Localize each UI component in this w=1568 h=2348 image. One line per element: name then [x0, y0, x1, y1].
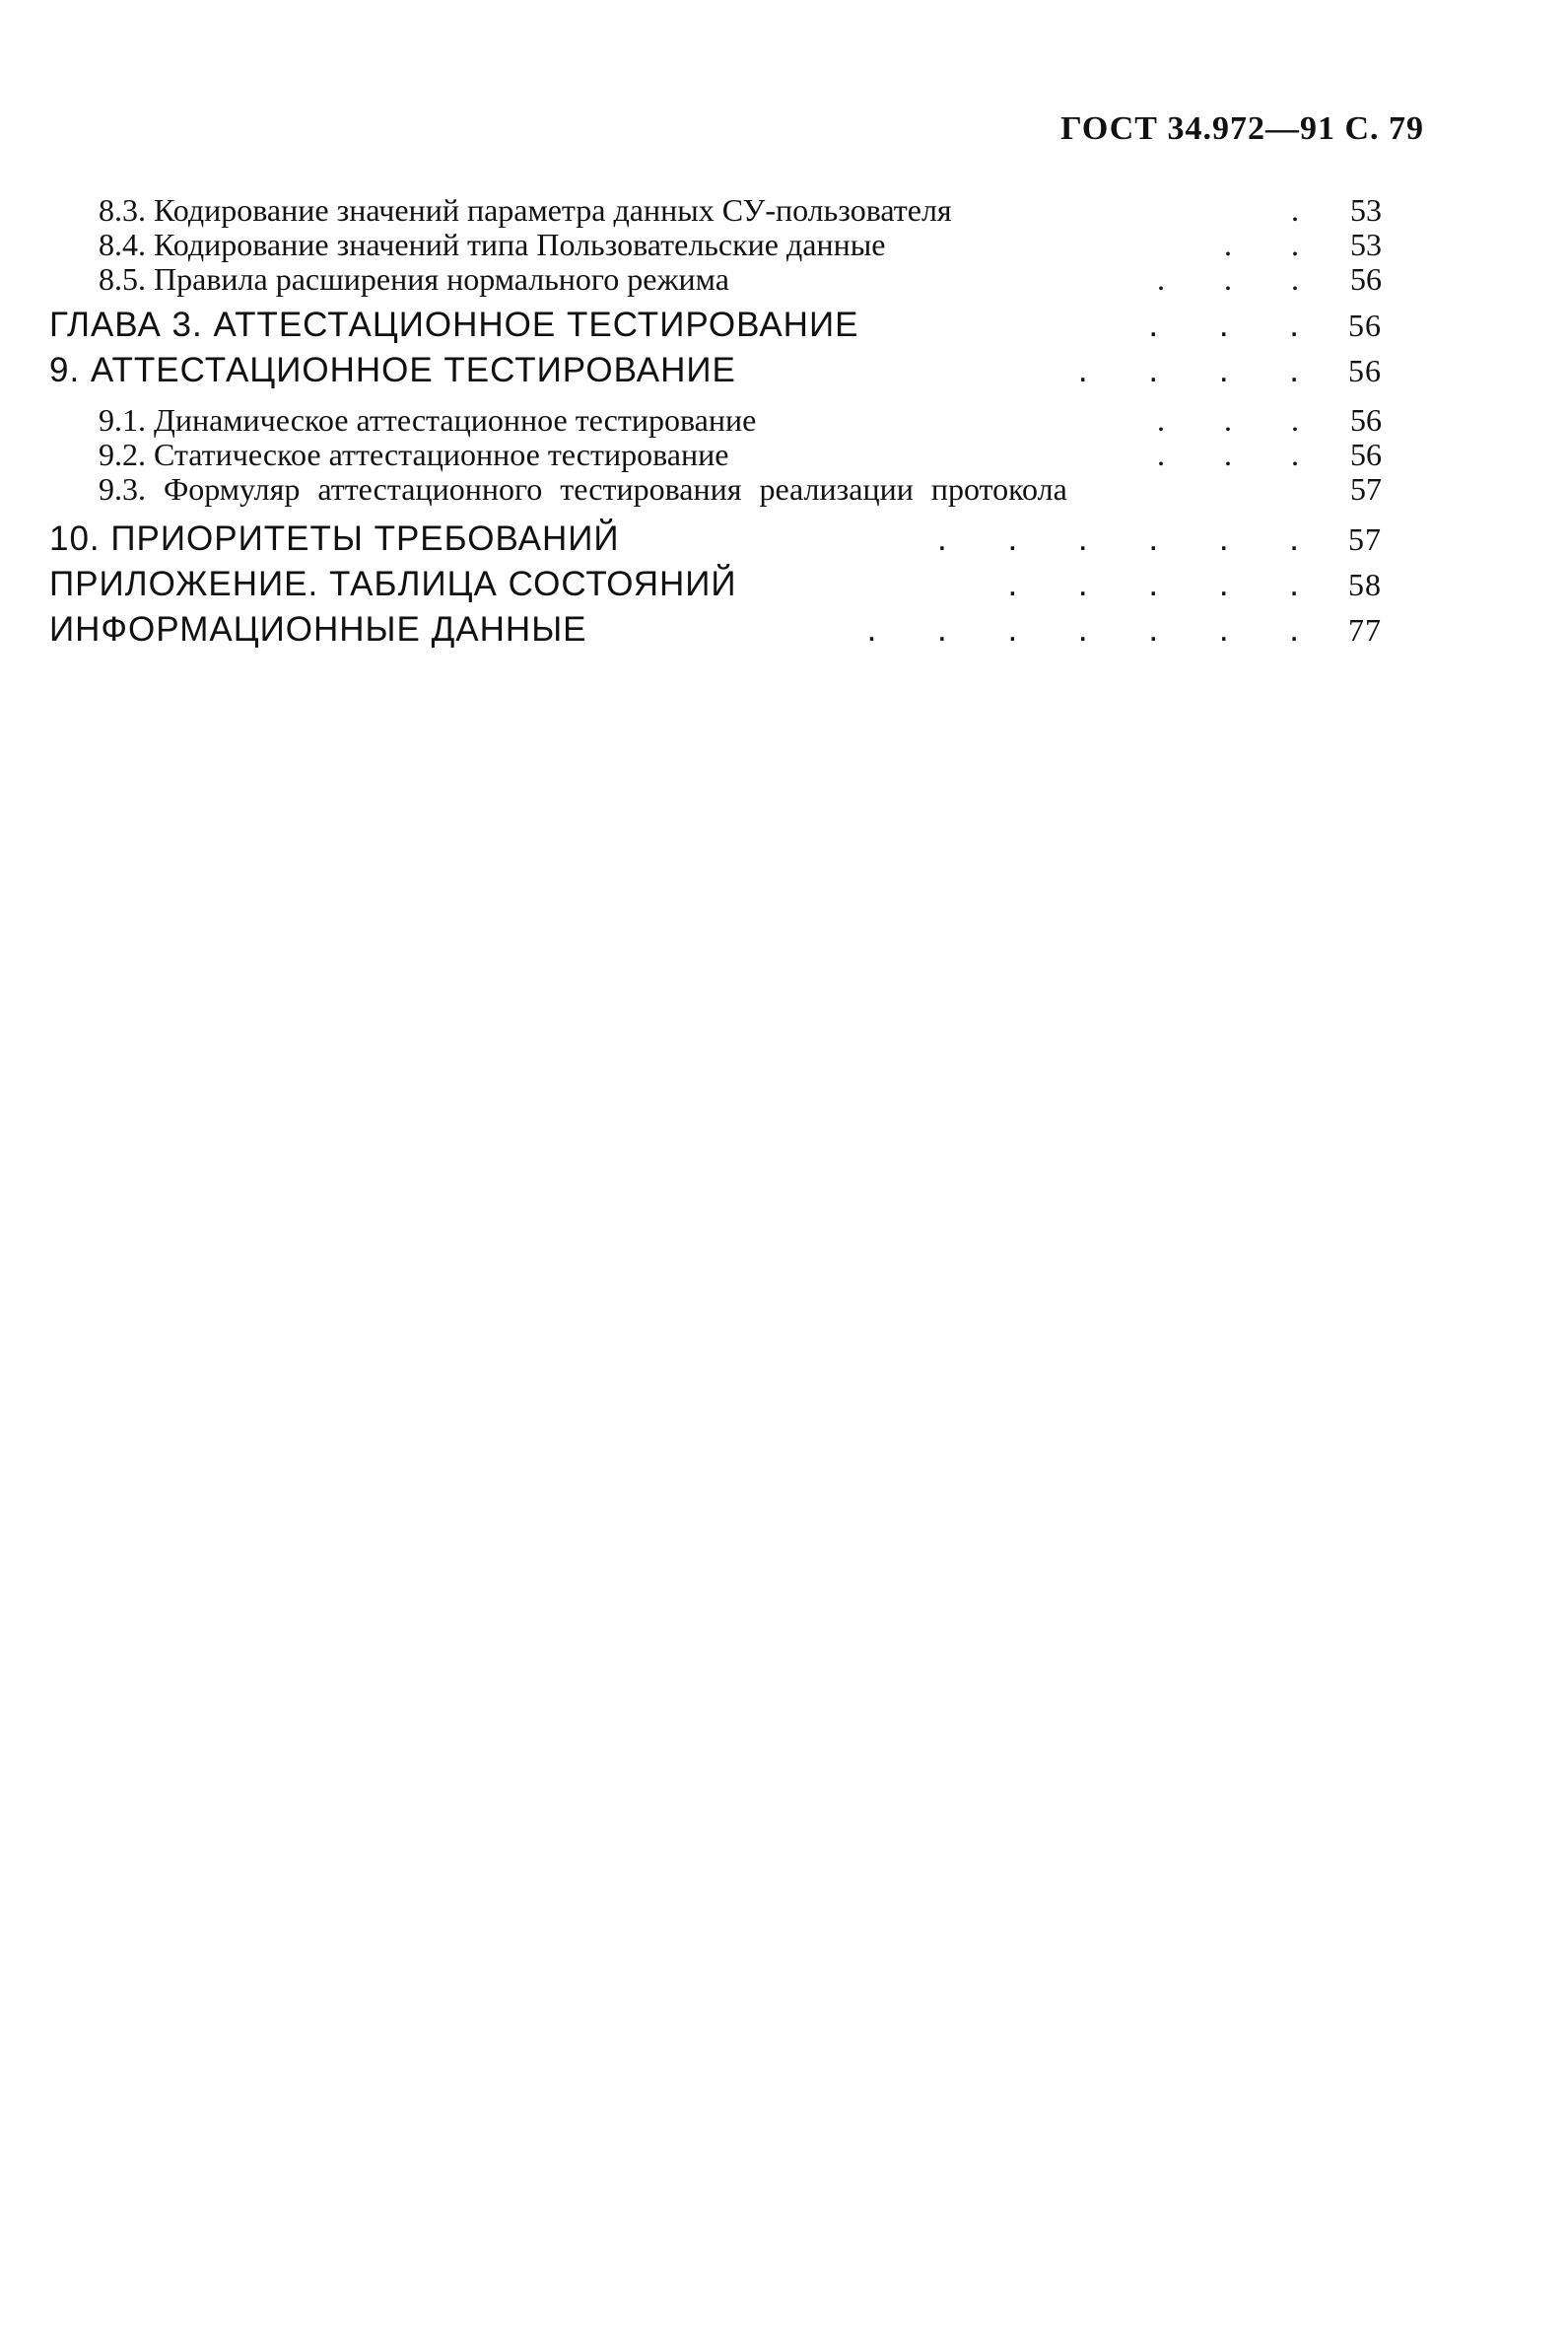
- toc-entry-label: 8.5. Правила расширения нормального режима: [99, 261, 729, 297]
- toc-entry-label: 10. ПРИОРИТЕТЫ ТРЕБОВАНИЙ: [49, 519, 620, 558]
- toc-leader-dots: . . .: [1157, 403, 1325, 438]
- toc-leader-dots: . . . .: [1077, 351, 1325, 389]
- toc-entry-label: ГЛАВА 3. АТТЕСТАЦИОННОЕ ТЕСТИРОВАНИЕ: [49, 306, 859, 344]
- toc-leader-dots: . . . . .: [1007, 565, 1325, 603]
- toc-entry-label: 9.1. Динамическое аттестационное тестирование: [99, 402, 757, 438]
- toc-entry-information-data: [49, 607, 1382, 653]
- table-of-contents: [49, 193, 1382, 653]
- toc-entry-label: 9.3. Формуляр аттестационного тестирования реализации протокола: [99, 471, 1067, 507]
- toc-entry-label: 8.3. Кодирование значений параметра данных СУ-пользователя: [99, 192, 952, 228]
- toc-page-number: 58: [1348, 567, 1382, 602]
- toc-entry-section-10: [49, 517, 1382, 562]
- toc-entry-label: 8.4. Кодирование значений типа Пользовательские данные: [99, 227, 886, 262]
- toc-entry-appendix: [49, 562, 1382, 607]
- toc-page-number: 56: [1348, 353, 1382, 388]
- toc-entry-8-5: [49, 262, 1382, 297]
- toc-entry-label: ИНФОРМАЦИОННЫЕ ДАННЫЕ: [49, 610, 587, 649]
- toc-page-number: 53: [1350, 192, 1382, 228]
- toc-page-number: 57: [1348, 521, 1382, 557]
- toc-entry-9-2: [49, 438, 1382, 472]
- toc-leader-dots: . .: [1224, 228, 1325, 262]
- toc-entry-label: ПРИЛОЖЕНИЕ. ТАБЛИЦА СОСТОЯНИЙ: [49, 565, 737, 603]
- toc-leader-dots: . . .: [1157, 262, 1325, 297]
- toc-page-number: 56: [1350, 261, 1382, 297]
- toc-leader-dots: .: [1291, 193, 1325, 228]
- toc-entry-8-3: [49, 193, 1382, 228]
- toc-page-number: 56: [1350, 437, 1382, 472]
- toc-entry-label: 9.2. Статическое аттестационное тестирование: [99, 437, 729, 472]
- toc-leader-dots: . . .: [1148, 306, 1325, 344]
- toc-page-number: 57: [1350, 471, 1382, 507]
- toc-entry-9-1: [49, 403, 1382, 438]
- toc-page-number: 77: [1348, 612, 1382, 648]
- toc-entry-9-3: [49, 472, 1382, 507]
- toc-leader-dots: . . .: [1157, 438, 1325, 472]
- toc-page-number: 56: [1350, 402, 1382, 438]
- toc-page-number: 53: [1350, 227, 1382, 262]
- running-header: ГОСТ 34.972—91 С. 79: [1060, 110, 1424, 147]
- toc-leader-dots: . . . . . .: [937, 519, 1325, 558]
- toc-entry-label: 9. АТТЕСТАЦИОННОЕ ТЕСТИРОВАНИЕ: [49, 351, 736, 389]
- toc-leader-dots: . . . . . . .: [866, 610, 1325, 649]
- toc-entry-8-4: [49, 228, 1382, 262]
- toc-entry-chapter-3: [49, 303, 1382, 348]
- toc-entry-section-9: [49, 348, 1382, 393]
- toc-page-number: 56: [1348, 308, 1382, 343]
